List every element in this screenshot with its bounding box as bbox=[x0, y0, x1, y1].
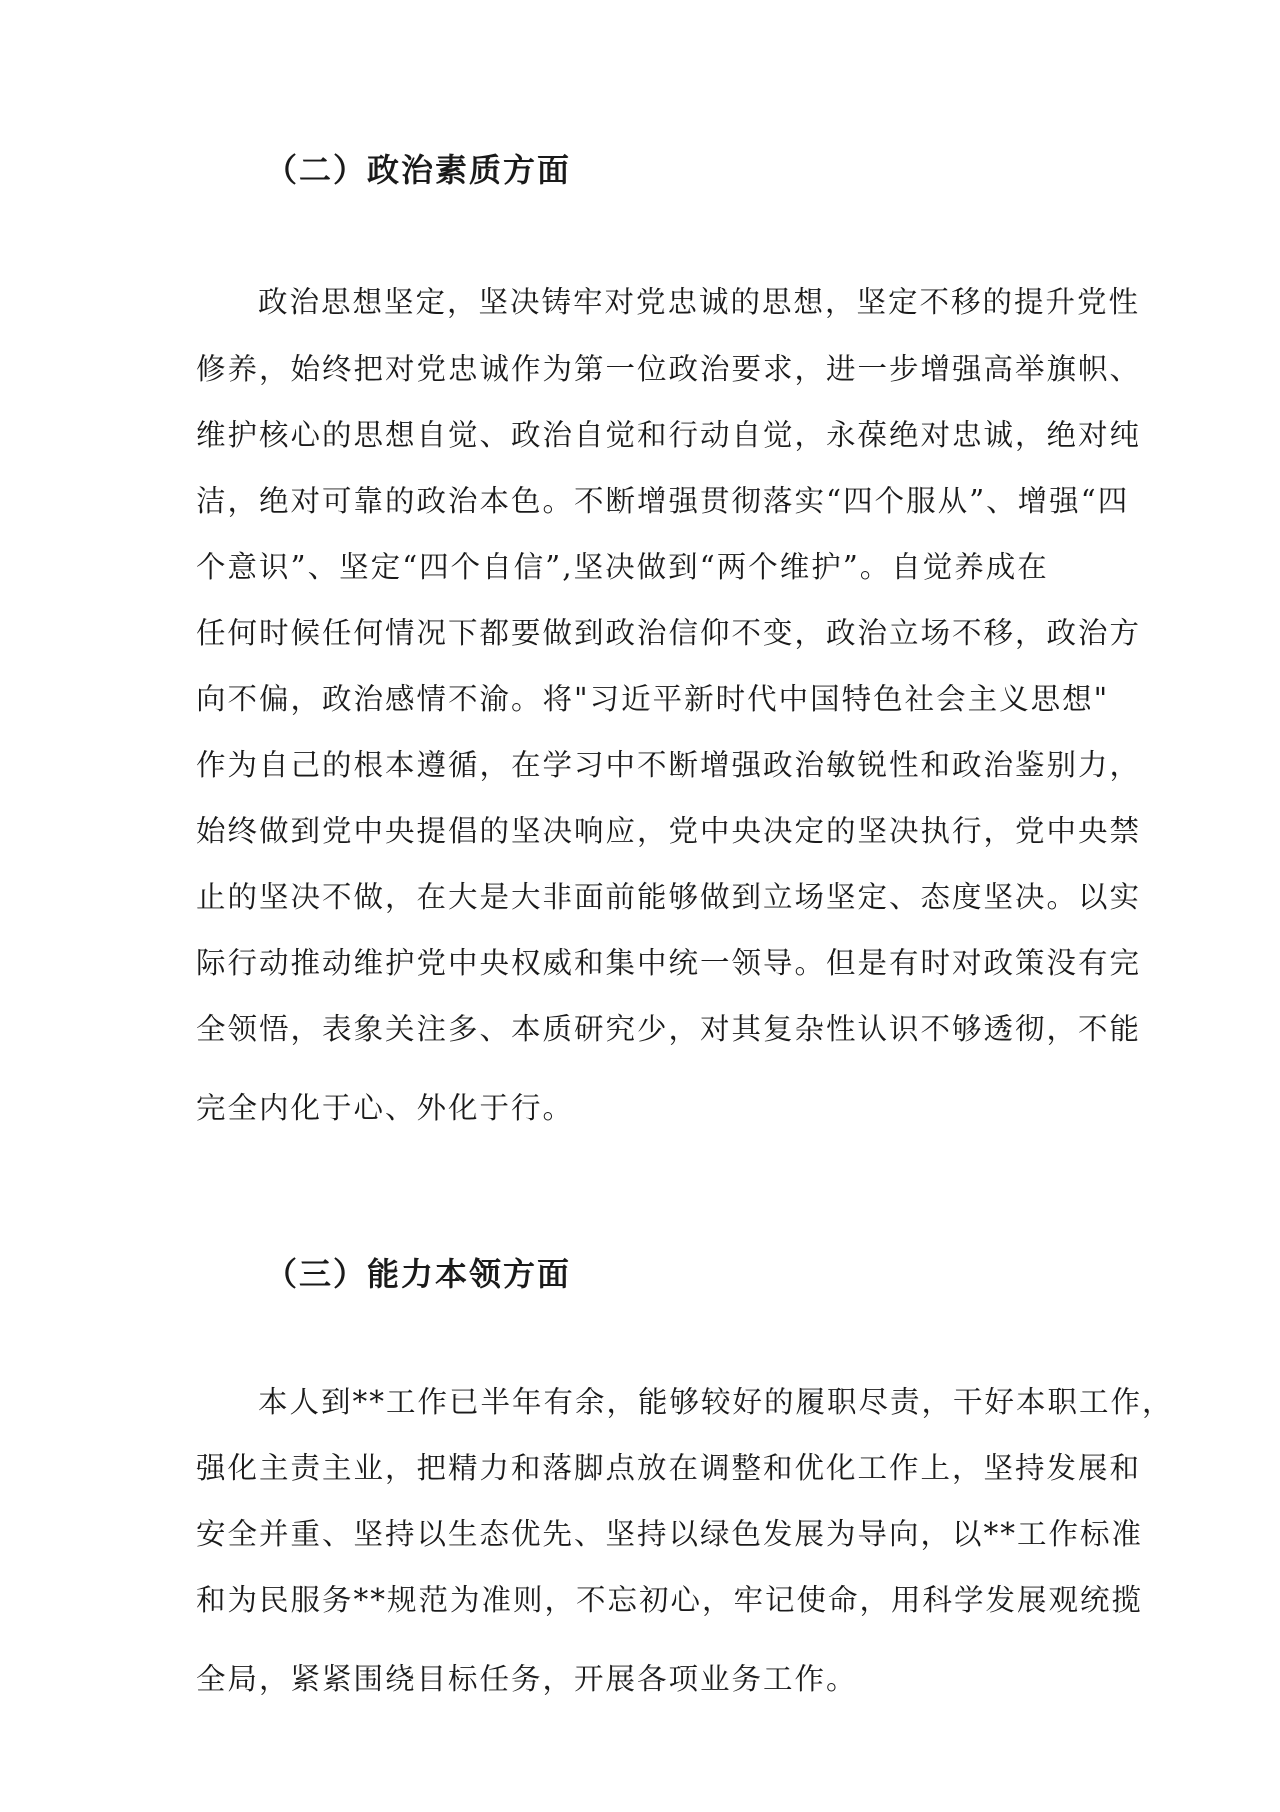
paragraph-line: 和为民服务**规范为准则，不忘初心，牢记使命，用科学发展观统揽 bbox=[196, 1583, 1144, 1617]
paragraph-line: 向不偏，政治感情不渝。将"习近平新时代中国特色社会主义思想" bbox=[196, 682, 1110, 716]
paragraph-line: 修养，始终把对党忠诚作为第一位政治要求，进一步增强高举旗帜、 bbox=[196, 352, 1142, 386]
paragraph-line: 止的坚决不做，在大是大非面前能够做到立场坚定、态度坚决。以实 bbox=[196, 880, 1142, 914]
paragraph-line: 任何时候任何情况下都要做到政治信仰不变，政治立场不移，政治方 bbox=[196, 616, 1142, 650]
paragraph-line: 个意识”、坚定“四个自信”,坚决做到“两个维护”。自觉养成在 bbox=[196, 550, 1049, 584]
paragraph-line: 全领悟，表象关注多、本质研究少，对其复杂性认识不够透彻，不能 bbox=[196, 1012, 1142, 1046]
paragraph-line: 强化主责主业，把精力和落脚点放在调整和优化工作上，坚持发展和 bbox=[196, 1451, 1142, 1485]
paragraph-line: 始终做到党中央提倡的坚决响应，党中央决定的坚决执行，党中央禁 bbox=[196, 814, 1142, 848]
paragraph-line: 政治思想坚定，坚决铸牢对党忠诚的思想，坚定不移的提升党性 bbox=[258, 285, 1141, 319]
paragraph-line: 洁，绝对可靠的政治本色。不断增强贯彻落实“四个服从”、增强“四 bbox=[196, 484, 1130, 518]
paragraph-line: 本人到**工作已半年有余，能够较好的履职尽责，干好本职工作， bbox=[258, 1385, 1174, 1419]
paragraph-line: 全局，紧紧围绕目标任务，开展各项业务工作。 bbox=[196, 1662, 858, 1696]
paragraph-line: 作为自己的根本遵循，在学习中不断增强政治敏锐性和政治鉴别力， bbox=[196, 748, 1142, 782]
section-heading-political-quality: （二）政治素质方面 bbox=[265, 151, 572, 189]
section-heading-ability: （三）能力本领方面 bbox=[265, 1255, 572, 1293]
paragraph-line: 维护核心的思想自觉、政治自觉和行动自觉，永葆绝对忠诚，绝对纯 bbox=[196, 418, 1142, 452]
paragraph-line: 安全并重、坚持以生态优先、坚持以绿色发展为导向，以**工作标准 bbox=[196, 1517, 1144, 1551]
paragraph-line: 完全内化于心、外化于行。 bbox=[196, 1091, 575, 1125]
paragraph-line: 际行动推动维护党中央权威和集中统一领导。但是有时对政策没有完 bbox=[196, 946, 1142, 980]
